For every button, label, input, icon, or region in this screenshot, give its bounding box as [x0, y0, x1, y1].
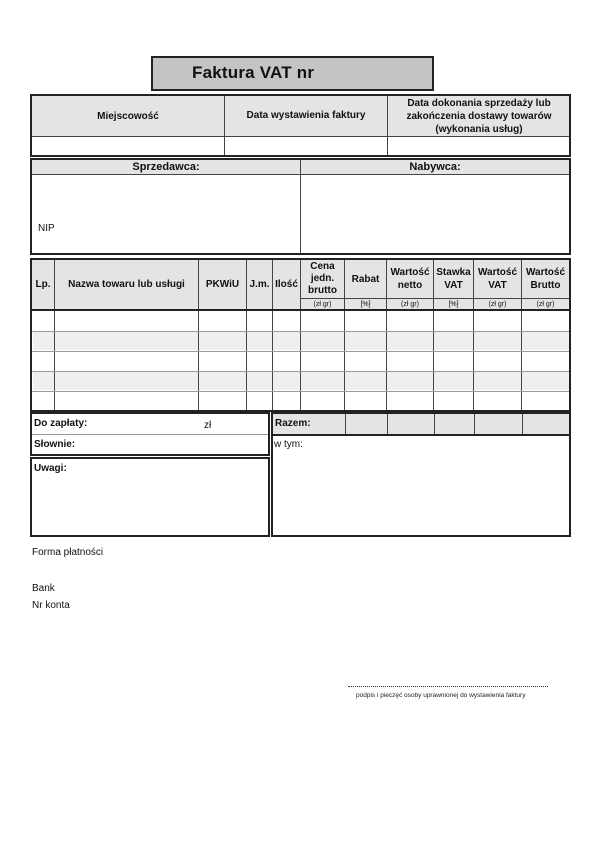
place-field[interactable] [32, 137, 224, 155]
vat-rate-unit: [%] [448, 300, 459, 308]
in-words-label: Słownie: [34, 439, 76, 450]
account-number-label: Nr konta [32, 600, 70, 611]
seller-header: Sprzedawca: [132, 161, 200, 173]
sale-date-header: Data dokonania sprzedaży lub zakończenia dostawy towarów (wykonania usług) [406, 97, 552, 135]
signature-caption: podpis i pieczęć osoby uprawnionej do wystawienia faktury [356, 692, 526, 699]
buyer-header: Nabywca: [409, 161, 461, 173]
total-label: Razem: [275, 418, 311, 429]
col-gross-value: Wartość Brutto [525, 267, 566, 291]
bank-label: Bank [32, 583, 55, 594]
col-qty: Ilość [275, 279, 298, 290]
including-label: w tym: [274, 439, 303, 450]
col-pkwiu: PKWiU [205, 279, 240, 290]
header-table [30, 94, 571, 157]
seller-field[interactable] [32, 175, 300, 253]
payment-form-label: Forma płatności [32, 547, 104, 558]
unit-price-unit: (zł gr) [313, 300, 332, 308]
net-value-unit: (zł gr) [401, 300, 419, 308]
place-header: Miejscowość [97, 110, 159, 122]
invoice-title: Faktura VAT nr [192, 63, 315, 82]
buyer-field[interactable] [301, 175, 569, 253]
col-net-value: Wartość netto [390, 267, 430, 291]
nip-label: NIP [38, 223, 55, 234]
notes-box[interactable] [30, 457, 270, 537]
sale-date-field[interactable] [388, 137, 569, 155]
vat-value-unit: (zł gr) [488, 300, 507, 308]
col-lp: Lp. [35, 279, 51, 290]
col-discount: Rabat [351, 273, 380, 285]
currency-label: zł [204, 420, 212, 431]
parties-table [30, 158, 571, 255]
gross-value-unit: (zł gr) [536, 300, 555, 308]
col-vat-rate: Stawka VAT [436, 267, 471, 291]
to-pay-label: Do zapłaty: [34, 418, 88, 429]
col-unit: J.m. [249, 279, 270, 290]
col-vat-value: Wartość VAT [477, 267, 518, 291]
notes-label: Uwagi: [34, 463, 67, 474]
payment-summary-box [30, 412, 270, 456]
totals-box [271, 412, 571, 537]
col-unit-price: Cena jedn. brutto [308, 261, 337, 296]
issue-date-header: Data wystawienia faktury [246, 110, 366, 121]
col-name: Nazwa towaru lub usługi [68, 279, 185, 290]
issue-date-field[interactable] [225, 137, 387, 155]
signature-line[interactable] [348, 686, 548, 688]
discount-unit: [%] [360, 300, 371, 308]
